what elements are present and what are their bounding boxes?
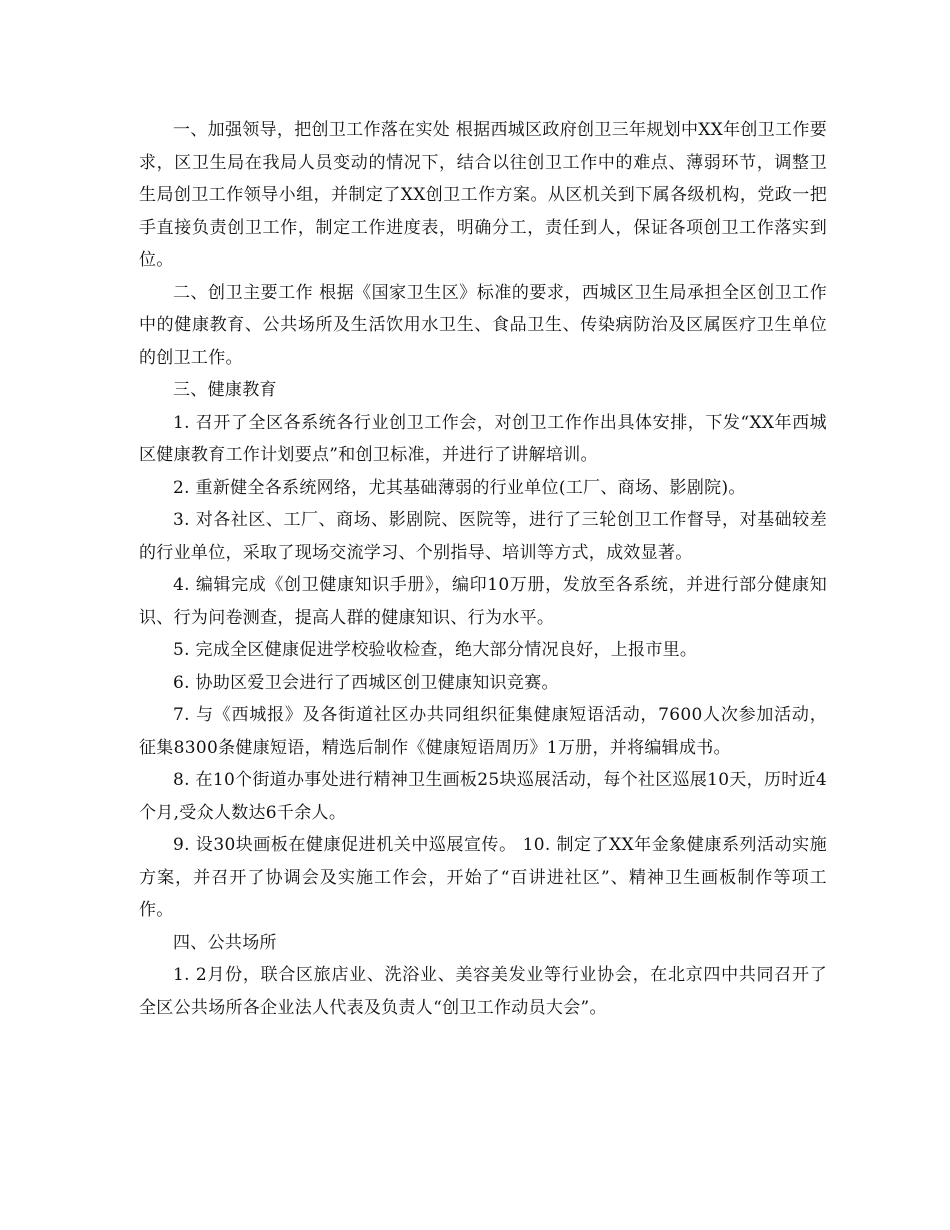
section-heading-public-places: 四、公共场所 (173, 932, 277, 953)
list-item: 2. 重新健全各系统网络，尤其基础薄弱的行业单位(工厂、商场、影剧院)。 (173, 477, 746, 498)
paragraph-main-work: 二、创卫主要工作 根据《国家卫生区》标准的要求，西城区卫生局承担全区创卫工作中的健康教育、公共场所及生活饮用水卫生、食品卫生、传染病防治及区属医疗卫生单位的创卫工作。 (139, 282, 827, 368)
document-body (139, 114, 827, 1024)
list-item: 8. 在10个街道办事处进行精神卫生画板25块巡展活动，每个社区巡展10天，历时近4个月,受众人数达6千余人。 (139, 770, 827, 823)
list-item: 1. 2月份，联合区旅店业、洗浴业、美容美发业等行业协会，在北京四中共同召开了全区公共场所各企业法人代表及负责人“创卫工作动员大会”。 (139, 965, 827, 1018)
list-item: 3. 对各社区、工厂、商场、影剧院、医院等，进行了三轮创卫工作督导，对基础较差的行业单位，采取了现场交流学习、个别指导、培训等方式，成效显著。 (139, 510, 827, 563)
paragraph-leadership: 一、加强领导，把创卫工作落在实处 根据西城区政府创卫三年规划中XX年创卫工作要求，区卫生局在我局人员变动的情况下，结合以往创卫工作中的难点、薄弱环节，调整卫生局创卫工作领导小组，并制定了XX创卫工作方案。从区机关到下属各级机构，党政一把手直接负责创卫工作，制定工作进度表，明确分工，责任到人，保证各项创卫工作落实到位。 (139, 120, 827, 270)
list-item: 4. 编辑完成《创卫健康知识手册》，编印10万册，发放至各系统，并进行部分健康知识、行为问卷测查，提高人群的健康知识、行为水平。 (139, 575, 827, 628)
list-item: 1. 召开了全区各系统各行业创卫工作会，对创卫工作作出具体安排，下发“XX年西城区健康教育工作计划要点”和创卫标准，并进行了讲解培训。 (139, 412, 827, 465)
list-item: 9. 设30块画板在健康促进机关中巡展宣传。 10. 制定了XX年金象健康系列活动实施方案，并召开了协调会及实施工作会，开始了“百讲进社区”、精神卫生画板制作等项工作。 (139, 835, 827, 920)
list-item: 6. 协助区爱卫会进行了西城区创卫健康知识竞赛。 (173, 672, 559, 693)
list-item: 5. 完成全区健康促进学校验收检查，绝大部分情况良好，上报市里。 (173, 640, 698, 660)
list-item: 7. 与《西城报》及各街道社区办共同组织征集健康短语活动，7600人次参加活动，征集8300条健康短语，精选后制作《健康短语周历》1万册，并将编辑成书。 (139, 705, 827, 758)
section-heading-health-education: 三、健康教育 (173, 380, 277, 400)
